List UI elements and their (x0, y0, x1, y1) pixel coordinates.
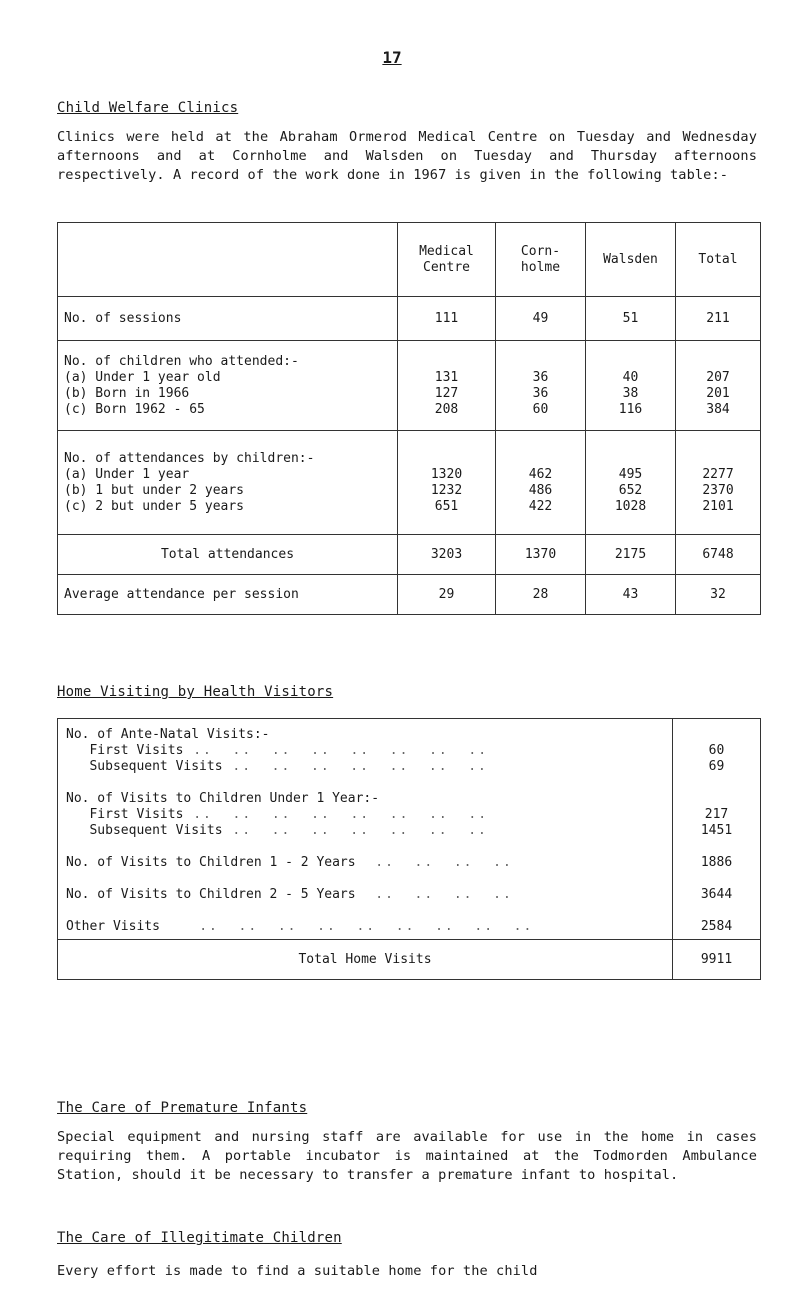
cell-value: 2175 (586, 535, 676, 575)
column-header: Walsden (586, 223, 676, 297)
header-blank-cell (58, 223, 398, 297)
cell-value: 28 (496, 575, 586, 615)
cell-value: 207 201 384 (676, 341, 761, 431)
table-row-total (58, 940, 761, 980)
row-label: No. of attendances by children:- (a) Under 1 year (b) 1 but under 2 years (c) 2 but under 5 years (58, 431, 398, 535)
row-label: Total attendances (58, 535, 398, 575)
section-heading-child-welfare: Child Welfare Clinics (57, 100, 239, 116)
total-label: Total Home Visits (58, 940, 673, 980)
illegitimate-children-paragraph: Every effort is made to find a suitable home for the child (57, 1263, 538, 1279)
column-header: Total (676, 223, 761, 297)
section-heading-home-visiting: Home Visiting by Health Visitors (57, 684, 334, 700)
cell-value: 43 (586, 575, 676, 615)
page-number: 17 (382, 48, 402, 67)
cell-value: 111 (398, 297, 496, 341)
row-label: No. of sessions (58, 297, 398, 341)
cell-value: 40 38 116 (586, 341, 676, 431)
clinics-paragraph: Clinics were held at the Abraham Ormerod Medical Centre on Tuesday and Wednesday afternoons and at Cornholme and Walsden on Tuesday and Thursday afternoons respectively. A record of the work done in 1967 is given in the following table:- (57, 129, 757, 183)
column-header: Corn- holme (496, 223, 586, 297)
table-header-row (58, 223, 761, 297)
cell-value: 49 (496, 297, 586, 341)
cell-value: 495 652 1028 (586, 431, 676, 535)
visits-values: 60 69 217 1451 1886 3644 2584 (673, 719, 761, 940)
cell-value: 32 (676, 575, 761, 615)
cell-value: 36 36 60 (496, 341, 586, 431)
row-label: No. of children who attended:- (a) Under 1 year old (b) Born in 1966 (c) Born 1962 - 65 (58, 341, 398, 431)
cell-value: 2277 2370 2101 (676, 431, 761, 535)
cell-value: 211 (676, 297, 761, 341)
home-visits-table (57, 718, 761, 980)
cell-value: 3203 (398, 535, 496, 575)
cell-value: 1370 (496, 535, 586, 575)
cell-value: 1320 1232 651 (398, 431, 496, 535)
total-value: 9911 (673, 940, 761, 980)
table-row (58, 341, 761, 431)
section-heading-premature-infants: The Care of Premature Infants (57, 1100, 308, 1116)
table-row-total (58, 535, 761, 575)
section-heading-illegitimate-children: The Care of Illegitimate Children (57, 1230, 342, 1246)
row-label: Average attendance per session (58, 575, 398, 615)
table-row (58, 297, 761, 341)
cell-value: 51 (586, 297, 676, 341)
table-row (58, 431, 761, 535)
column-header: Medical Centre (398, 223, 496, 297)
cell-value: 131 127 208 (398, 341, 496, 431)
cell-value: 29 (398, 575, 496, 615)
cell-value: 6748 (676, 535, 761, 575)
table-row-average (58, 575, 761, 615)
visits-labels: No. of Ante-Natal Visits:- First Visits .. .. .. .. .. .. .. .. Subsequent Visits .. .. .. .. .. .. .. No. of Visits to Children Under 1 Year:- First Visits .. .. .. .. .. .. .. .. Subsequent Visits .. .. .. .. .. .. .. No. of Visits to Children 1 - 2 Years .. .. .. .. No. of Visits to Children 2 - 5 Years .. .. .. .. Other Visits .. .. .. .. .. .. .. .. .. (58, 719, 673, 940)
clinic-attendance-table (57, 222, 761, 615)
cell-value: 462 486 422 (496, 431, 586, 535)
premature-infants-paragraph: Special equipment and nursing staff are available for use in the home in cases requiring them. A portable incubator is maintained at the Todmorden Ambulance Station, should it be necessary to transfer a premature infant to hospital. (57, 1129, 757, 1183)
table-row (58, 719, 761, 940)
